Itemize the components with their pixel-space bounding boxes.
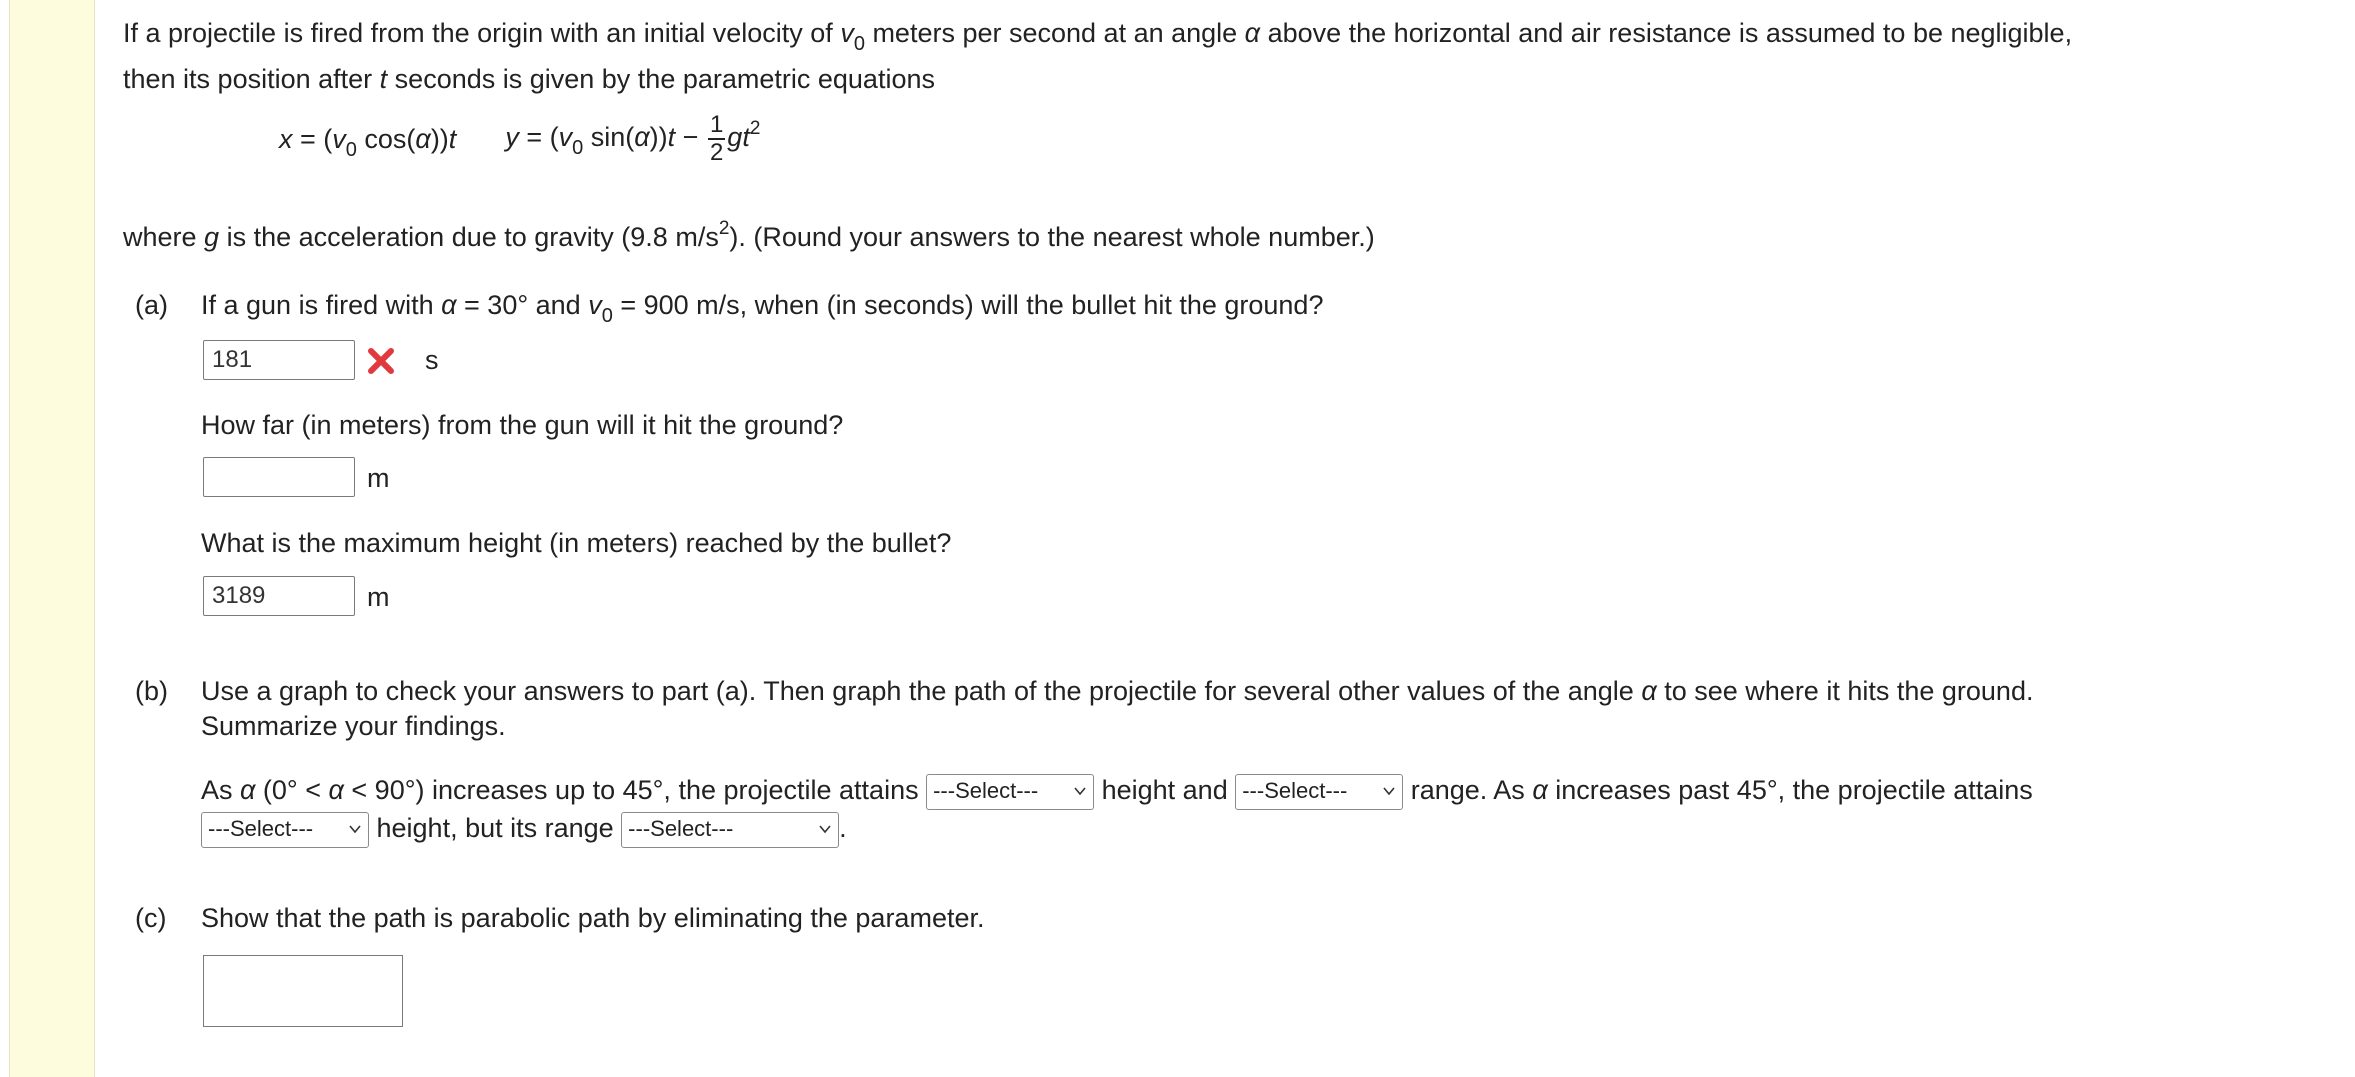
part-b-instructions-line-1: Use a graph to check your answers to part (a). Then graph the path of the projectile for several other values of the angle α to see where it hits the ground.: [201, 676, 2034, 706]
part-a-question-time: If a gun is fired with α = 30° and $v_0 = 900$ m/s, when (in seconds) will the bullet hit the ground?: [201, 290, 1324, 327]
height-answer-input[interactable]: 3189: [203, 576, 355, 616]
chevron-down-icon: [818, 822, 832, 836]
height-past-45-select[interactable]: ---Select---: [201, 812, 369, 848]
gravity-note: where g is the acceleration due to gravity (9.8 $m/s^2$). (Round your answers to the nearest whole number.): [123, 218, 1375, 252]
part-b-findings-line-1: As α (0° < α < 90°) increases up to 45°, the projectile attains ---Select--- height and ---Select--- range. As α increases past 45°, the projectile attains: [201, 770, 2033, 810]
part-c-question: Show that the path is parabolic path by eliminating the parameter.: [201, 903, 985, 933]
intro-line-1: If a projectile is fired from the origin with an initial velocity of $v_0$ meters per second at an angle α above the horizontal and air resistance is assumed to be negligible,: [123, 18, 2073, 55]
intro-line-2: then its position after t seconds is given by the parametric equations: [123, 64, 935, 94]
incorrect-x-icon: [366, 346, 396, 376]
part-b-findings-line-2: ---Select--- height, but its range ---Select--- .: [201, 808, 847, 848]
part-a-label: (a): [135, 290, 168, 320]
intro-paragraph: [123, 12, 2338, 101]
left-margin-bar: [9, 0, 95, 1077]
chevron-down-icon: [1382, 784, 1396, 798]
parabola-answer-input[interactable]: [203, 955, 403, 1027]
chevron-down-icon: [348, 822, 362, 836]
part-a-question-distance: How far (in meters) from the gun will it hit the ground?: [201, 410, 844, 440]
height-up-to-45-select[interactable]: ---Select---: [926, 774, 1094, 810]
part-a-question-height: What is the maximum height (in meters) reached by the bullet?: [201, 528, 952, 558]
range-past-45-select[interactable]: ---Select---: [621, 812, 839, 848]
range-up-to-45-select[interactable]: ---Select---: [1235, 774, 1403, 810]
distance-unit: m: [367, 463, 390, 493]
x-equation: $x = (v_0$ cos(α))t: [279, 123, 457, 161]
part-b-label: (b): [135, 676, 168, 706]
distance-answer-input[interactable]: [203, 457, 355, 497]
time-answer-input[interactable]: 181: [203, 340, 355, 380]
y-equation: $y = (v_0$ sin(α))t − $\frac{1}{2}$ $gt^2$: [505, 111, 761, 166]
part-c-label: (c): [135, 903, 167, 933]
chevron-down-icon: [1073, 784, 1087, 798]
time-unit: s: [425, 345, 439, 375]
one-half-fraction: $\frac{1}{2}$: [709, 111, 724, 166]
height-unit: m: [367, 582, 390, 612]
parametric-equations: [279, 112, 760, 202]
part-b-instructions-line-2: Summarize your findings.: [201, 711, 506, 741]
